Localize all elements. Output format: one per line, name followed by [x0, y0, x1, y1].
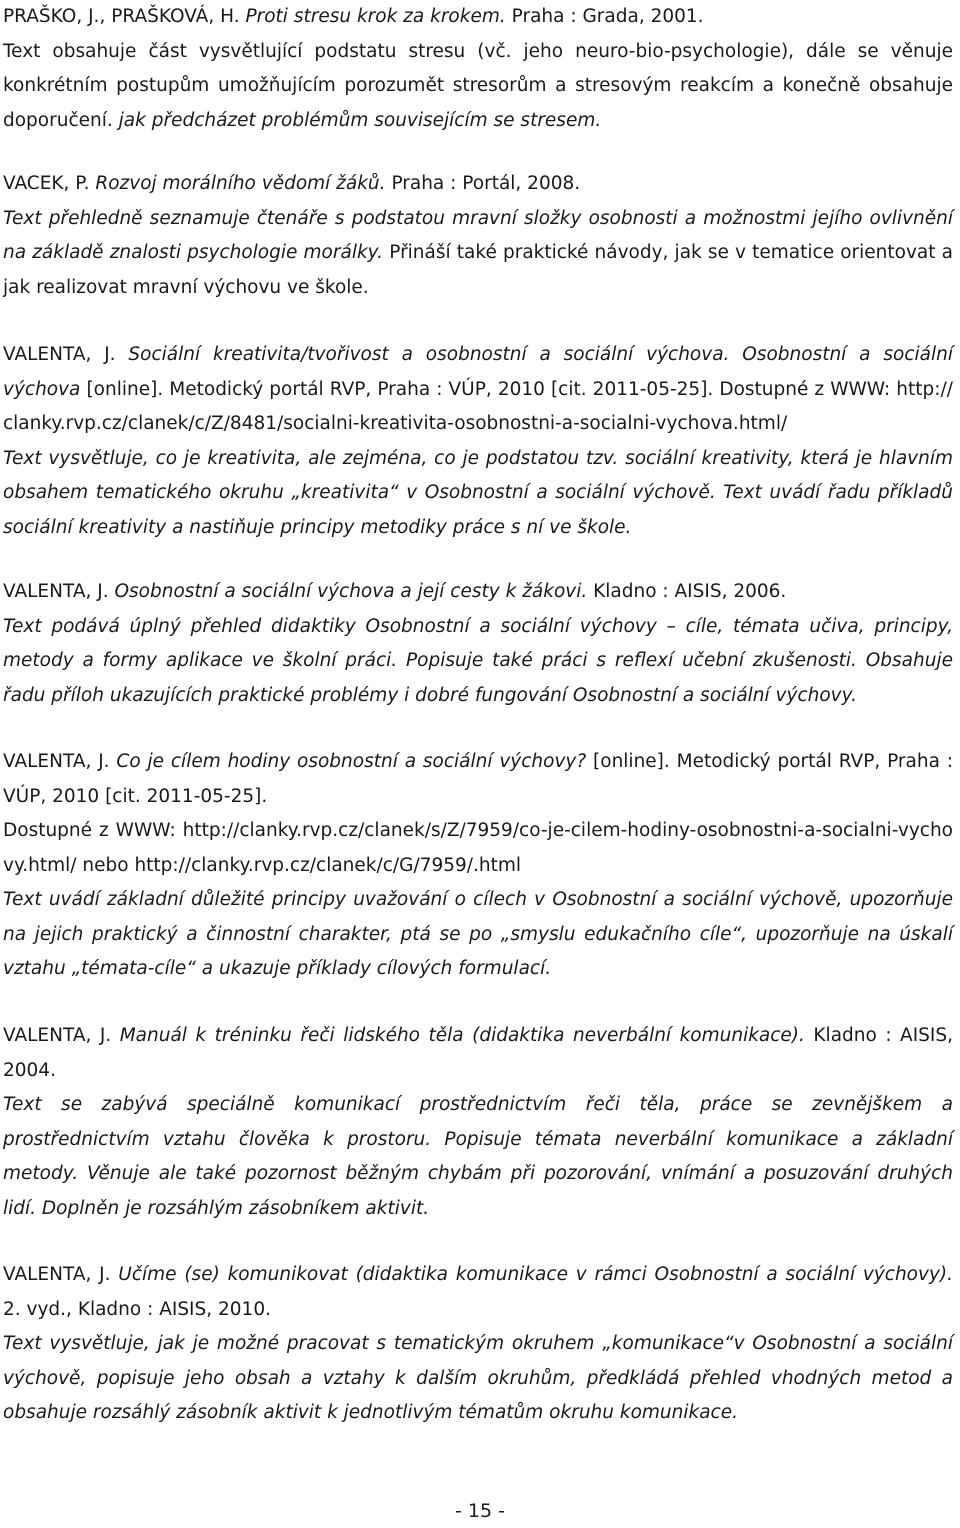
entry-title: Osobnostní a sociální výchova a její cesty k žákovi.	[114, 581, 588, 602]
entry-citation	[3, 167, 953, 202]
entry-citation	[3, 338, 953, 442]
bibliography-entry	[3, 1258, 953, 1431]
entry-publication: Kladno : AISIS, 2004.	[3, 1025, 953, 1081]
entry-annotation	[3, 1327, 953, 1431]
entry-annotation	[3, 610, 953, 714]
entry-annotation	[3, 202, 953, 306]
entry-publication: 2. vyd., Kladno : AISIS, 2010.	[3, 1298, 271, 1320]
entry-citation	[3, 1019, 953, 1088]
entry-authors: VALENTA, J.	[3, 344, 116, 365]
entry-publication: Praha : Grada, 2001.	[511, 6, 704, 27]
entry-annotation-italic: Text vysvětluje, co je kreativita, ale zejména, co je podstatou tzv.	[3, 447, 619, 469]
entry-authors: VALENTA, J.	[3, 751, 110, 772]
entry-title: Sociální kreativita/tvořivost a osobnostní a sociální výchova. Osobnostní a sociální výchova	[3, 344, 953, 400]
entry-annotation-plain: Přináší také praktické návody, jak se v tematice orientovat a jak realizovat mravní výchovu ve škole.	[3, 242, 954, 298]
entry-publication: [online]. Metodický portál RVP, Praha : VÚP, 2010 [cit. 2011-05-25].	[3, 751, 953, 807]
bibliography-entry	[3, 745, 953, 987]
entry-title: Rozvoj morálního vědomí žáků.	[95, 173, 386, 194]
entry-title: Učíme (se) komunikovat (didaktika komunikace v rámci Osobnostní a sociální výchovy).	[118, 1264, 953, 1285]
entry-annotation-italic: jak předcházet problémům souvisejícím se stresem.	[118, 109, 602, 131]
entry-annotation	[3, 883, 953, 987]
entry-url-line	[3, 814, 953, 883]
bibliography-entry	[3, 167, 953, 305]
bibliography-entry	[3, 575, 953, 713]
entry-annotation-italic: Text vysvětluje, jak je možné pracovat s tematickým okruhem „komunikace“v Osobnostní a sociální výchově, popisuje jeho obsah a vztahy k dalším okruhům, předkládá přehled vhodných metod a obsahuje rozsáhlý zásobník aktivit k jednotlivým tématům okruhu komunikace.	[3, 1333, 953, 1423]
entry-title: Manuál k tréninku řeči lidského těla (didaktika neverbální komunikace).	[119, 1025, 805, 1046]
entry-publication: Praha : Portál, 2008.	[391, 173, 581, 194]
entry-authors: VALENTA, J.	[3, 1025, 112, 1046]
entry-annotation-plain: Text podává úplný přehled didaktiky Osobnostní a sociální výchovy – cíle, témata učiva, principy, metody a formy aplikace ve školní práci. Popisuje také práci s reflexí učební zkušenosti. Obsahuje řadu příloh ukazujících praktické problémy i dobré fungování Osobnostní a sociální výchovy.	[3, 615, 953, 706]
entry-title: Co je cílem hodiny osobnostní a sociální výchovy?	[116, 751, 587, 772]
entry-citation	[3, 575, 953, 610]
entry-annotation-plain: Text obsahuje část vysvětlující podstatu stresu (vč. jeho neuro-bio-psychologie), dále se věnuje konkrétním postupům umožňujícím porozumět stresorům a stresovým reakcím a konečně obsahuje doporučení.	[3, 40, 953, 131]
entry-annotation	[3, 35, 953, 139]
bibliography-entry	[3, 1019, 953, 1226]
entry-annotation	[3, 1088, 953, 1226]
entry-annotation-italic: Text se zabývá speciálně komunikací prostřednictvím řeči těla, práce se zevnějškem a prostřednictvím vztahu člověka k prostoru.	[3, 1094, 953, 1150]
entry-title: Proti stresu krok za krokem.	[245, 6, 506, 27]
entry-annotation-plain: Popisuje témata neverbální komunikace a základní metody. Věnuje ale také pozornost běžným chybám při pozorování, vnímání a posuzování druhých lidí. Doplněn je rozsáhlým zásobníkem aktivit.	[3, 1128, 953, 1219]
entry-annotation-plain: sociální kreativity, která je hlavním obsahem tematického okruhu „kreativita“ v Osobnostní a sociální výchově. Text uvádí řadu příkladů sociální kreativity a nastiňuje principy metodiky práce s ní ve škole.	[3, 447, 953, 538]
entry-citation	[3, 0, 953, 35]
entry-annotation	[3, 442, 953, 546]
entry-publication: Kladno : AISIS, 2006.	[593, 581, 787, 602]
entry-annotation-italic: Text přehledně seznamuje čtenáře s podstatou mravní složky osobnosti a možnostmi jejího ovlivnění na základě znalosti psychologie morálky.	[3, 207, 953, 263]
entry-authors: VACEK, P.	[3, 173, 90, 194]
entry-annotation-italic: Text uvádí základní důležité principy uvažování o cílech v Osobnostní a sociální výchově, upozorňuje na jejich praktický a činnostní charakter, ptá se po „smyslu edukačního cíle“, upozorňuje na úskalí vztahu „témata-cíle“ a ukazuje příklady cílových formulací.	[3, 889, 953, 979]
entry-authors: PRAŠKO, J., PRAŠKOVÁ, H.	[3, 6, 240, 27]
entry-publication: [online]. Metodický portál RVP, Praha : VÚP, 2010 [cit. 2011-05-25]. Dostupné z WWW:	[86, 378, 891, 400]
bibliography-entry	[3, 338, 953, 545]
entry-authors: VALENTA, J.	[3, 581, 109, 602]
bibliography-entry	[3, 0, 953, 138]
entry-citation	[3, 745, 953, 814]
entry-url[interactable]: http://clanky.rvp.cz/clanek/c/Z/8481/socialni-kreativita-osobnostni-a-socialni-vychova.html/	[3, 378, 953, 434]
entry-url[interactable]: Dostupné z WWW: http://clanky.rvp.cz/clanek/s/Z/7959/co-je-cilem-hodiny-osobnostni-a-socialni-vychovy.html/ nebo http://clanky.rvp.cz/clanek/c/G/7959/.html	[3, 820, 953, 876]
entry-authors: VALENTA, J.	[3, 1264, 111, 1285]
page-number: - 15 -	[455, 1500, 505, 1522]
entry-citation	[3, 1258, 953, 1327]
